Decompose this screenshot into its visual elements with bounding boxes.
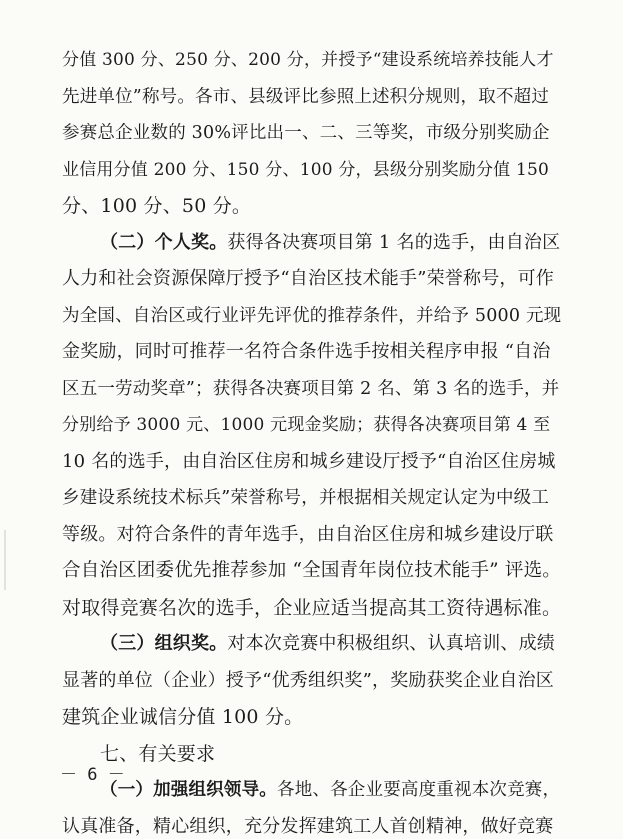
paragraph-line: 分、100 分、50 分。: [62, 195, 252, 217]
page-edge-mark: [4, 530, 6, 590]
paragraph-line: 10 名的选手，由自治区住房和城乡建设厅授予“自治区住房城: [62, 450, 556, 472]
strengthen-line: [100, 778, 560, 802]
individual-award-line: [100, 231, 560, 255]
individual-award-heading: （二）个人奖。: [100, 231, 228, 253]
paragraph-line: 分别给予 3000 元、1000 元现金奖励；获得各决赛项目第 4 至: [62, 415, 551, 435]
paragraph-line: 金奖励，同时可推荐一名符合条件选手按相关程序申报 “自治: [62, 341, 551, 362]
individual-award-text: 获得各决赛项目第 1 名的选手，由自治区: [227, 231, 561, 253]
paragraph-line: 乡建设系统技术标兵”荣誉称号，并根据相关规定认定为中级工: [62, 488, 550, 508]
paragraph-line: 合自治区团委优先推荐参加 “全国青年岗位技术能手” 评选。: [62, 560, 561, 581]
organization-award-text: 对本次竞赛中积极组织、认真培训、成绩: [227, 633, 556, 654]
paragraph-line: 为全国、自治区或行业评先评优的推荐条件，并给予 5000 元现: [62, 305, 562, 326]
paragraph-line: 参赛总企业数的 30%评比出一、二、三等奖，市级分别奖励企: [62, 123, 550, 143]
section-title: 七、有关要求: [100, 742, 216, 765]
paragraph-line: 先进单位”称号。各市、县级评比参照上述积分规则，取不超过: [62, 86, 550, 107]
paragraph-line: 人力和社会资源保障厅授予“自治区技术能手”荣誉称号，可作: [62, 268, 555, 289]
strengthen-heading: （一）加强组织领导。: [100, 780, 277, 800]
organization-award-line: [100, 632, 555, 656]
paragraph-line: 显著的单位（企业）授予“优秀组织奖”，奖励获奖企业自治区: [62, 669, 555, 691]
paragraph-line: 建筑企业诚信分值 100 分。: [62, 706, 304, 728]
organization-award-heading: （三）组织奖。: [100, 633, 228, 654]
paragraph-line: 区五一劳动奖章”；获得各决赛项目第 2 名、第 3 名的选手，并: [62, 378, 560, 399]
strengthen-text: 各地、各企业要高度重视本次竞赛，: [277, 780, 561, 800]
paragraph-line: 认真准备，精心组织，充分发挥建筑工人首创精神，做好竞赛: [62, 815, 554, 837]
paragraph-line: 分值 300 分、250 分、200 分，并授予“建设系统培养技能人才: [62, 50, 554, 70]
paragraph-line: 等级。对符合条件的青年选手，由自治区住房和城乡建设厅联: [62, 523, 554, 545]
page-number: － 6 －: [60, 765, 125, 785]
paragraph-line: 业信用分值 200 分、150 分、100 分，县级分别奖励分值 150: [62, 159, 550, 180]
paragraph-line: 对取得竞赛名次的选手，企业应适当提高其工资待遇标准。: [62, 596, 562, 619]
